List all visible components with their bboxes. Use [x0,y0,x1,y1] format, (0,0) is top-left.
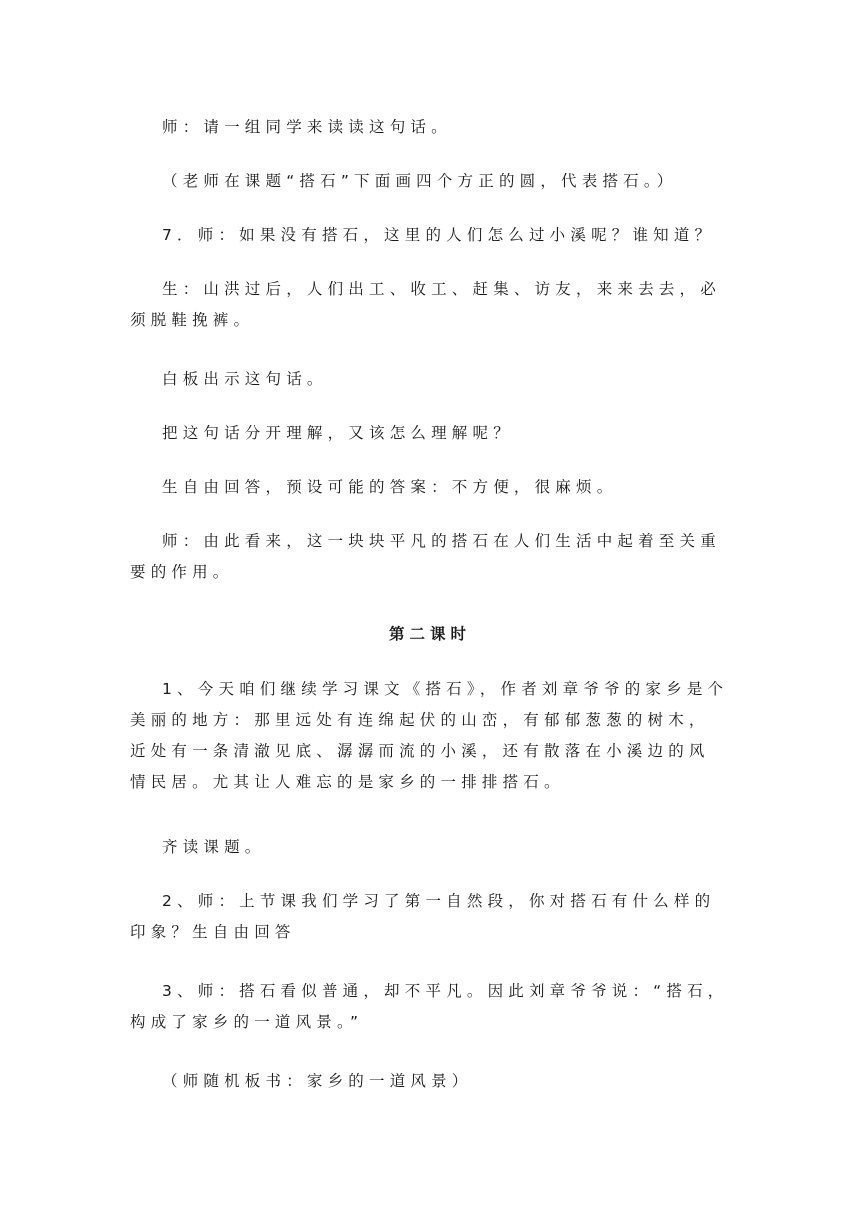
paragraph-12: 3、师：搭石看似普通，却不平凡。因此刘章爷爷说：“搭石，构成了家乡的一道风景。” [130,982,729,1031]
paragraph-6: 把这句话分开理解，又该怎么理解呢？ [162,424,514,442]
paragraph-13: （师随机板书：家乡的一道风景） [162,1072,473,1090]
paragraph-2: （老师在课题“搭石”下面画四个方正的圆，代表搭石。） [162,172,678,190]
paragraph-8: 师：由此看来，这一块块平凡的搭石在人们生活中起着至关重要的作用。 [130,532,721,581]
paragraph-9: 1、今天咱们继续学习课文《搭石》，作者刘章爷爷的家乡是个美丽的地方：那里远处有连绵起伏的山峦，有郁郁葱葱的树木，近处有一条清澈见底、潺潺而流的小溪，还有散落在小溪边的风情民居。尤其让人难忘的是家乡的一排排搭石。 [130,680,729,791]
section-heading: 第二课时 [388,625,471,643]
paragraph-11: 2、师：上节课我们学习了第一自然段，你对搭石有什么样的印象？生自由回答 [130,892,716,941]
paragraph-3: 7．师：如果没有搭石，这里的人们怎么过小溪呢？谁知道？ [162,226,716,244]
paragraph-4: 生：山洪过后，人们出工、收工、赶集、访友，来来去去，必须脱鞋挽裤。 [130,280,721,329]
paragraph-5: 白板出示这句话。 [162,370,328,388]
paragraph-1: 师：请一组同学来读读这句话。 [162,118,452,136]
paragraph-10: 齐读课题。 [162,838,266,856]
paragraph-7: 生自由回答，预设可能的答案：不方便，很麻烦。 [162,478,618,496]
